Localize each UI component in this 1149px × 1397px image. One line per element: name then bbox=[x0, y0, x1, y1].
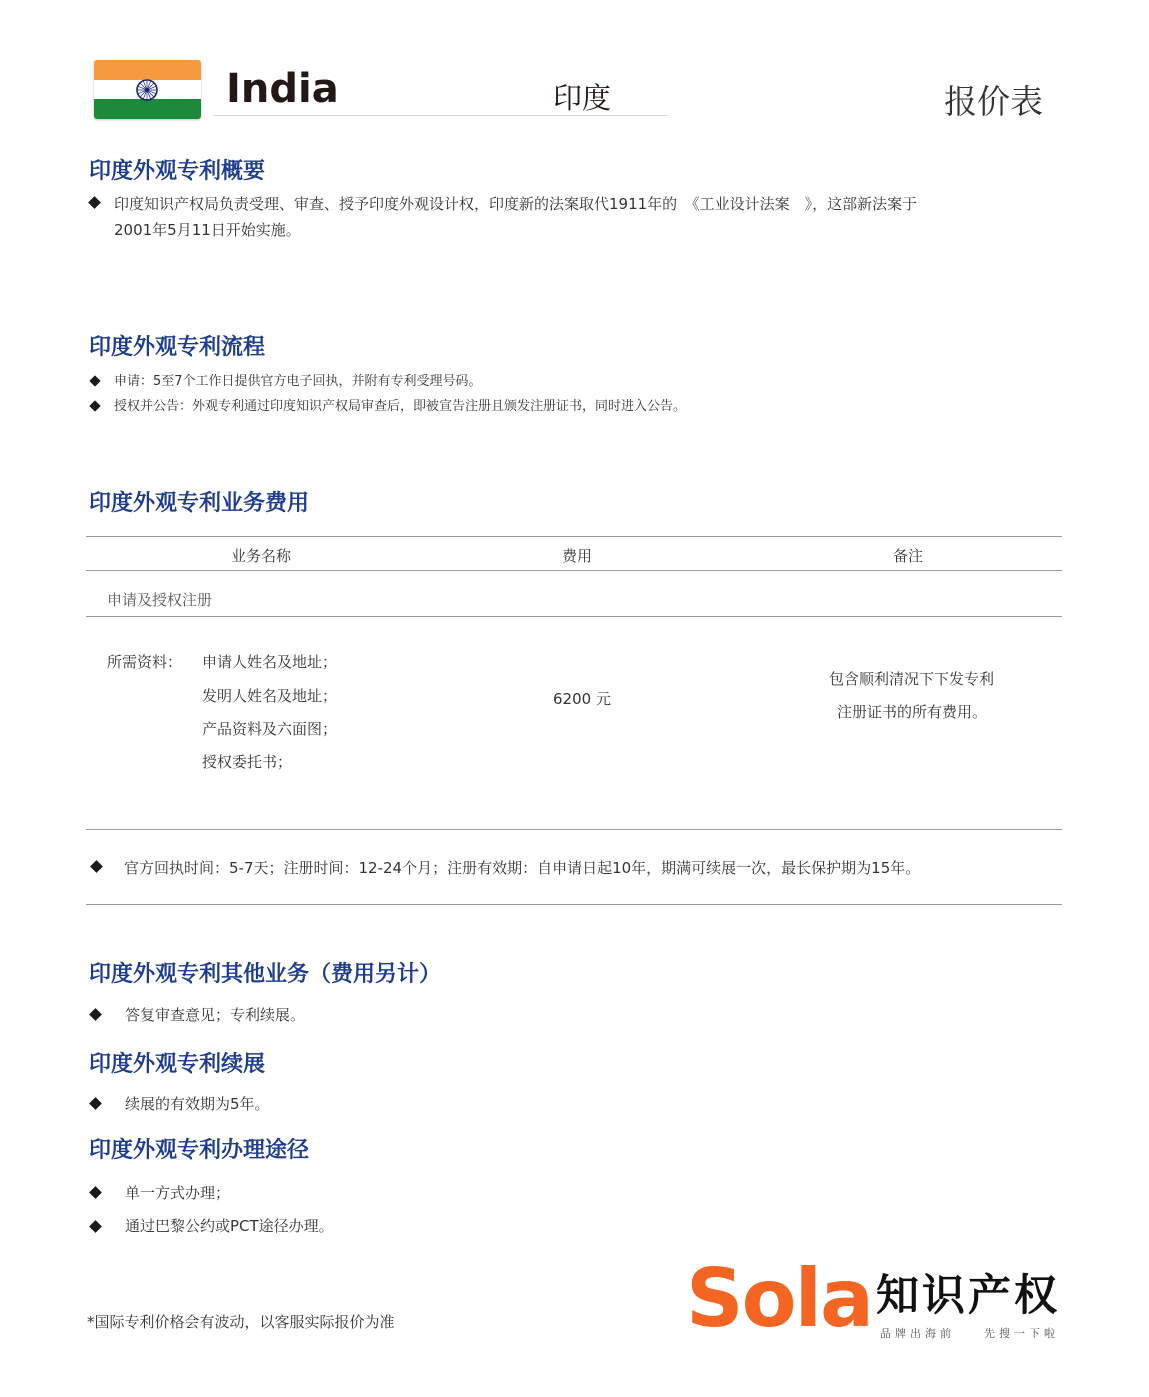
bullet-icon bbox=[89, 1097, 102, 1110]
note-bottom-rule bbox=[86, 904, 1062, 905]
column-header-fee: 费用 bbox=[562, 547, 593, 565]
material-item: 申请人姓名及地址； bbox=[202, 653, 338, 671]
bullet-icon bbox=[89, 1186, 102, 1199]
renewal-heading: 印度外观专利续展 bbox=[89, 1052, 266, 1077]
other-services-heading: 印度外观专利其他业务（费用另计） bbox=[89, 962, 442, 987]
overview-heading: 印度外观专利概要 bbox=[89, 159, 266, 184]
logo-chinese-text: 知识产权 bbox=[876, 1271, 1060, 1321]
title-underline bbox=[213, 115, 668, 116]
channels-item: 单一方式办理； bbox=[125, 1184, 231, 1202]
country-name-english: India bbox=[226, 66, 339, 112]
channels-item: 通过巴黎公约或PCT途径办理。 bbox=[125, 1217, 334, 1235]
remark-line2: 注册证书的所有费用。 bbox=[837, 703, 988, 721]
material-item: 授权委托书； bbox=[202, 753, 293, 771]
table-group-label: 申请及授权注册 bbox=[107, 591, 213, 609]
renewal-item: 续展的有效期为5年。 bbox=[125, 1095, 270, 1113]
fee-price: 6200 元 bbox=[553, 690, 611, 708]
price-footnote: *国际专利价格会有波动，以客服实际报价为准 bbox=[87, 1313, 395, 1331]
material-item: 产品资料及六面图； bbox=[202, 720, 338, 738]
ashoka-chakra-icon bbox=[135, 78, 159, 102]
country-name-chinese: 印度 bbox=[553, 81, 612, 115]
column-header-remark: 备注 bbox=[893, 547, 924, 565]
overview-text-line1: 印度知识产权局负责受理、审查、授予印度外观设计权，印度新的法案取代1911年的 《工业设计法案 》，这部新法案于 bbox=[114, 195, 918, 213]
process-item: 授权并公告：外观专利通过印度知识产权局审查后，即被宣告注册且颁发注册证书，同时进入公告。 bbox=[114, 399, 687, 414]
bullet-icon bbox=[90, 860, 103, 873]
fees-heading: 印度外观专利业务费用 bbox=[89, 491, 310, 516]
materials-label: 所需资料： bbox=[107, 653, 183, 671]
table-top-rule bbox=[86, 536, 1062, 537]
table-group-rule bbox=[86, 616, 1062, 617]
bullet-icon bbox=[89, 400, 100, 411]
process-item: 申请：5至7个工作日提供官方电子回执，并附有专利受理号码。 bbox=[114, 374, 482, 389]
bullet-icon bbox=[88, 196, 101, 209]
bullet-icon bbox=[89, 375, 100, 386]
logo-slogan-1: 品牌出海前 bbox=[880, 1327, 955, 1340]
fees-note: 官方回执时间：5-7天；注册时间：12-24个月；注册有效期：自申请日起10年，期满可续展一次，最长保护期为15年。 bbox=[124, 859, 921, 877]
bullet-icon bbox=[89, 1220, 102, 1233]
overview-text-line2: 2001年5月11日开始实施。 bbox=[114, 221, 301, 239]
channels-heading: 印度外观专利办理途径 bbox=[89, 1138, 310, 1163]
process-heading: 印度外观专利流程 bbox=[89, 335, 266, 360]
remark-line1: 包含顺利清况下下发专利 bbox=[829, 670, 995, 688]
column-header-service: 业务名称 bbox=[231, 547, 292, 565]
table-bottom-rule bbox=[86, 829, 1062, 830]
material-item: 发明人姓名及地址； bbox=[202, 687, 338, 705]
india-flag-icon bbox=[94, 60, 201, 119]
document-type: 报价表 bbox=[944, 82, 1043, 121]
bullet-icon bbox=[89, 1008, 102, 1021]
sola-logo: Sola bbox=[686, 1252, 872, 1345]
logo-slogan-2: 先搜一下啦 bbox=[984, 1327, 1059, 1340]
table-header-rule bbox=[86, 570, 1062, 571]
other-services-item: 答复审查意见；专利续展。 bbox=[125, 1006, 306, 1024]
